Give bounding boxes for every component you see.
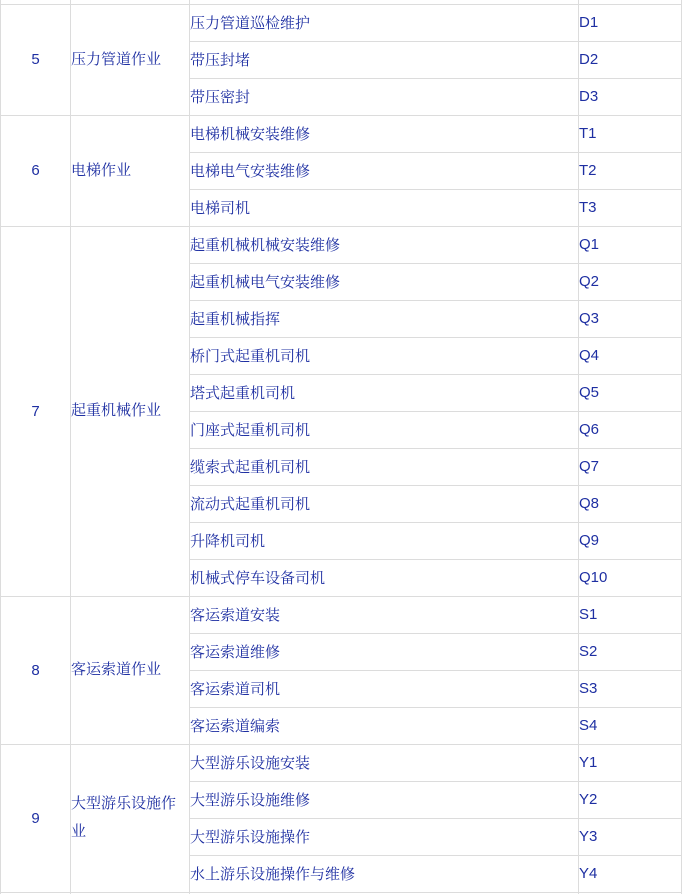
item-code-cell: Q8	[579, 485, 682, 522]
item-code-cell: Y3	[579, 818, 682, 855]
item-code-cell: S4	[579, 707, 682, 744]
section-category-cell: 起重机械作业	[71, 226, 190, 596]
item-code-cell: Q4	[579, 337, 682, 374]
item-code-cell: T2	[579, 152, 682, 189]
section-number-cell: 5	[1, 4, 71, 115]
item-code-cell: Y1	[579, 744, 682, 781]
item-name-cell: 桥门式起重机司机	[190, 337, 579, 374]
item-name-cell: 电梯司机	[190, 189, 579, 226]
item-name-cell: 流动式起重机司机	[190, 485, 579, 522]
item-name-cell: 升降机司机	[190, 522, 579, 559]
section-number-cell: 6	[1, 115, 71, 226]
item-name-cell: 客运索道司机	[190, 670, 579, 707]
item-name-cell: 大型游乐设施维修	[190, 781, 579, 818]
item-code-cell: D3	[579, 78, 682, 115]
item-code-cell: S3	[579, 670, 682, 707]
item-name-cell: 缆索式起重机司机	[190, 448, 579, 485]
section-category-cell: 电梯作业	[71, 115, 190, 226]
item-code-cell: S1	[579, 596, 682, 633]
section-category-cell: 压力管道作业	[71, 4, 190, 115]
item-code-cell: S2	[579, 633, 682, 670]
item-code-cell: Y4	[579, 855, 682, 892]
item-name-cell: 门座式起重机司机	[190, 411, 579, 448]
item-code-cell: Q2	[579, 263, 682, 300]
item-code-cell: D1	[579, 4, 682, 41]
item-name-cell: 客运索道维修	[190, 633, 579, 670]
table-body	[1, 0, 682, 894]
section-number-cell: 7	[1, 226, 71, 596]
item-name-cell: 带压密封	[190, 78, 579, 115]
table-row	[1, 226, 682, 263]
item-code-cell: T1	[579, 115, 682, 152]
item-code-cell: Q1	[579, 226, 682, 263]
item-name-cell: 压力管道巡检维护	[190, 4, 579, 41]
item-code-cell: D2	[579, 41, 682, 78]
item-name-cell: 水上游乐设施操作与维修	[190, 855, 579, 892]
item-code-cell: T3	[579, 189, 682, 226]
item-name-cell: 大型游乐设施安装	[190, 744, 579, 781]
table-row	[1, 596, 682, 633]
item-name-cell: 带压封堵	[190, 41, 579, 78]
item-code-cell: Q7	[579, 448, 682, 485]
item-name-cell: 客运索道编索	[190, 707, 579, 744]
item-code-cell: Q9	[579, 522, 682, 559]
item-name-cell: 电梯机械安装维修	[190, 115, 579, 152]
section-number-cell: 8	[1, 596, 71, 744]
item-code-cell: Q6	[579, 411, 682, 448]
item-name-cell: 起重机械机械安装维修	[190, 226, 579, 263]
section-category-cell: 大型游乐设施作业	[71, 744, 190, 892]
section-category-cell: 客运索道作业	[71, 596, 190, 744]
item-code-cell: Q3	[579, 300, 682, 337]
item-name-cell: 塔式起重机司机	[190, 374, 579, 411]
table-row	[1, 744, 682, 781]
item-name-cell: 机械式停车设备司机	[190, 559, 579, 596]
item-name-cell: 大型游乐设施操作	[190, 818, 579, 855]
table-row	[1, 4, 682, 41]
item-name-cell: 起重机械电气安装维修	[190, 263, 579, 300]
item-code-cell: Q5	[579, 374, 682, 411]
item-code-cell: Y2	[579, 781, 682, 818]
section-number-cell: 9	[1, 744, 71, 892]
item-name-cell: 起重机械指挥	[190, 300, 579, 337]
item-name-cell: 客运索道安装	[190, 596, 579, 633]
table-row	[1, 115, 682, 152]
item-name-cell: 电梯电气安装维修	[190, 152, 579, 189]
item-code-cell: Q10	[579, 559, 682, 596]
